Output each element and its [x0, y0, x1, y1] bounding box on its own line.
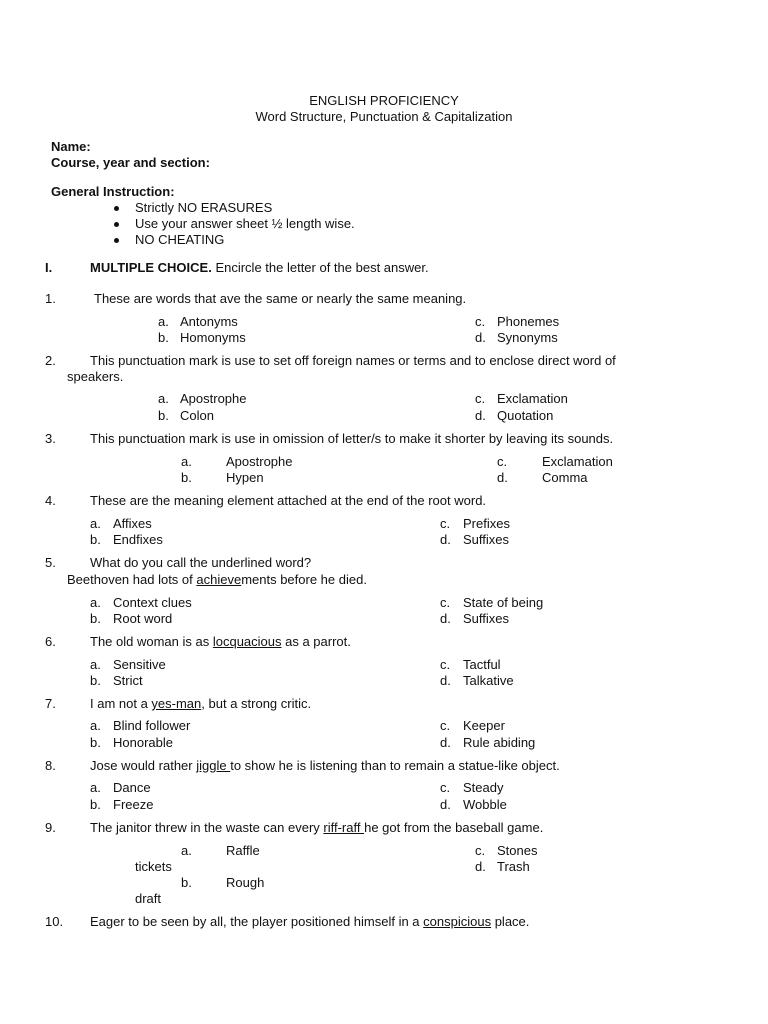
- instruction-item: Strictly NO ERASURES: [135, 200, 273, 215]
- choice-text: Quotation: [497, 408, 554, 423]
- bullet-icon: [114, 238, 119, 243]
- choice-text: Raffle: [226, 843, 260, 858]
- choice-letter: c.: [497, 454, 508, 469]
- choice-letter: a.: [90, 718, 101, 733]
- choice-text: Homonyms: [180, 330, 246, 345]
- choice-letter: a.: [90, 516, 101, 531]
- choice-letter: b.: [90, 735, 101, 750]
- choice-text: Synonyms: [497, 330, 558, 345]
- choice-text: Root word: [113, 611, 173, 626]
- choice-letter: c.: [440, 595, 451, 610]
- choice-text: Colon: [180, 408, 214, 423]
- choice-text: Apostrophe: [226, 454, 293, 469]
- instruction-item: NO CHEATING: [135, 232, 225, 247]
- choice-letter: d.: [440, 797, 451, 812]
- choice-text: Suffixes: [463, 611, 510, 626]
- choice-text: Antonyms: [180, 314, 238, 329]
- choice-text: Dance: [113, 780, 151, 795]
- question-number: 9.: [45, 820, 56, 835]
- choice-text: Phonemes: [497, 314, 560, 329]
- instruction-heading: General Instruction:: [51, 184, 175, 199]
- question-text-continued: speakers.: [67, 369, 124, 384]
- choice-letter: b.: [181, 875, 192, 890]
- underlined-word: riff-raff: [323, 820, 365, 835]
- choice-text: Steady: [463, 780, 504, 795]
- underlined-word: conspicious: [423, 914, 492, 929]
- choice-letter: b.: [90, 673, 101, 688]
- choice-letter: a.: [181, 454, 192, 469]
- choice-text: Exclamation: [497, 391, 568, 406]
- choice-text: Trash: [497, 859, 530, 874]
- choice-text: Prefixes: [463, 516, 510, 531]
- choice-letter: d.: [440, 673, 451, 688]
- underlined-word: jiggle: [196, 758, 231, 773]
- question-text: I am not a yes-man, but a strong critic.: [90, 696, 312, 711]
- question-text: What do you call the underlined word?: [90, 555, 312, 570]
- choice-text: Context clues: [113, 595, 192, 610]
- question-number: 8.: [45, 758, 56, 773]
- section-numeral: I.: [45, 260, 53, 275]
- choice-text: Blind follower: [113, 718, 191, 733]
- choice-text: Talkative: [463, 673, 514, 688]
- choice-letter: b.: [90, 611, 101, 626]
- question-text: The janitor threw in the waste can every riff-raff he got from the baseball game.: [90, 820, 544, 835]
- choice-letter: d.: [440, 532, 451, 547]
- choice-text: Suffixes: [463, 532, 510, 547]
- choice-text-continued: draft: [135, 891, 162, 906]
- choice-letter: b.: [158, 330, 169, 345]
- choice-letter: a.: [90, 780, 101, 795]
- choice-text: Comma: [542, 470, 588, 485]
- example-sentence: Beethoven had lots of achievements before he died.: [67, 572, 367, 587]
- choice-text: Freeze: [113, 797, 154, 812]
- document-subtitle: Word Structure, Punctuation & Capitalization: [255, 109, 513, 124]
- question-text: This punctuation mark is use in omission of letter/s to make it shorter by leaving its sounds.: [90, 431, 614, 446]
- document-title: ENGLISH PROFICIENCY: [309, 93, 459, 108]
- choice-letter: c.: [475, 314, 486, 329]
- question-number: 10.: [45, 914, 64, 929]
- choice-letter: d.: [475, 859, 486, 874]
- section-heading: [90, 260, 429, 275]
- course-label: Course, year and section:: [51, 155, 210, 170]
- choice-text: Rule abiding: [463, 735, 536, 750]
- question-text: Eager to be seen by all, the player positioned himself in a conspicious place.: [90, 914, 530, 929]
- choice-text: State of being: [463, 595, 544, 610]
- question-number: 2.: [45, 353, 56, 368]
- instruction-item: Use your answer sheet ½ length wise.: [135, 216, 355, 231]
- choice-letter: b.: [181, 470, 192, 485]
- choice-letter: b.: [158, 408, 169, 423]
- choice-letter: c.: [440, 780, 451, 795]
- choice-text: Stones: [497, 843, 538, 858]
- choice-text-continued: tickets: [135, 859, 172, 874]
- question-text: These are the meaning element attached at the end of the root word.: [90, 493, 487, 508]
- choice-text: Rough: [226, 875, 265, 890]
- choice-letter: a.: [158, 314, 169, 329]
- choice-text: Keeper: [463, 718, 505, 733]
- choice-letter: a.: [181, 843, 192, 858]
- underlined-word: locquacious: [212, 634, 282, 649]
- choice-letter: c.: [440, 657, 451, 672]
- question-number: 5.: [45, 555, 56, 570]
- underlined-word: yes-man: [151, 696, 202, 711]
- choice-letter: d.: [440, 611, 451, 626]
- choice-text: Affixes: [113, 516, 152, 531]
- choice-text: Apostrophe: [180, 391, 247, 406]
- choice-letter: b.: [90, 532, 101, 547]
- choice-text: Endfixes: [113, 532, 163, 547]
- choice-text: Strict: [113, 673, 143, 688]
- bullet-icon: [114, 206, 119, 211]
- choice-letter: b.: [90, 797, 101, 812]
- choice-letter: a.: [158, 391, 169, 406]
- question-text: Jose would rather jiggle to show he is listening than to remain a statue-like object.: [90, 758, 560, 773]
- choice-letter: d.: [440, 735, 451, 750]
- choice-letter: c.: [440, 718, 451, 733]
- choice-letter: d.: [475, 330, 486, 345]
- choice-text: Wobble: [463, 797, 507, 812]
- choice-letter: a.: [90, 595, 101, 610]
- choice-text: Hypen: [226, 470, 264, 485]
- choice-letter: c.: [440, 516, 451, 531]
- choice-text: Tactful: [463, 657, 501, 672]
- question-number: 7.: [45, 696, 56, 711]
- section-instruction: Encircle the letter of the best answer.: [215, 260, 429, 275]
- question-number: 4.: [45, 493, 56, 508]
- choice-text: Sensitive: [113, 657, 166, 672]
- question-number: 6.: [45, 634, 56, 649]
- question-text: These are words that ave the same or nearly the same meaning.: [94, 291, 467, 306]
- choice-letter: c.: [475, 843, 486, 858]
- choice-letter: d.: [475, 408, 486, 423]
- underlined-word: achieve: [196, 572, 242, 587]
- question-number: 1.: [45, 291, 56, 306]
- choice-letter: c.: [475, 391, 486, 406]
- choice-letter: a.: [90, 657, 101, 672]
- question-text: The old woman is as locquacious as a parrot.: [90, 634, 351, 649]
- section-title: MULTIPLE CHOICE.: [90, 260, 212, 275]
- question-text: This punctuation mark is use to set off foreign names or terms and to enclose direct word of: [90, 353, 616, 368]
- choice-letter: d.: [497, 470, 508, 485]
- choice-text: Honorable: [113, 735, 173, 750]
- choice-text: Exclamation: [542, 454, 613, 469]
- name-label: Name:: [51, 139, 91, 154]
- bullet-icon: [114, 222, 119, 227]
- question-number: 3.: [45, 431, 56, 446]
